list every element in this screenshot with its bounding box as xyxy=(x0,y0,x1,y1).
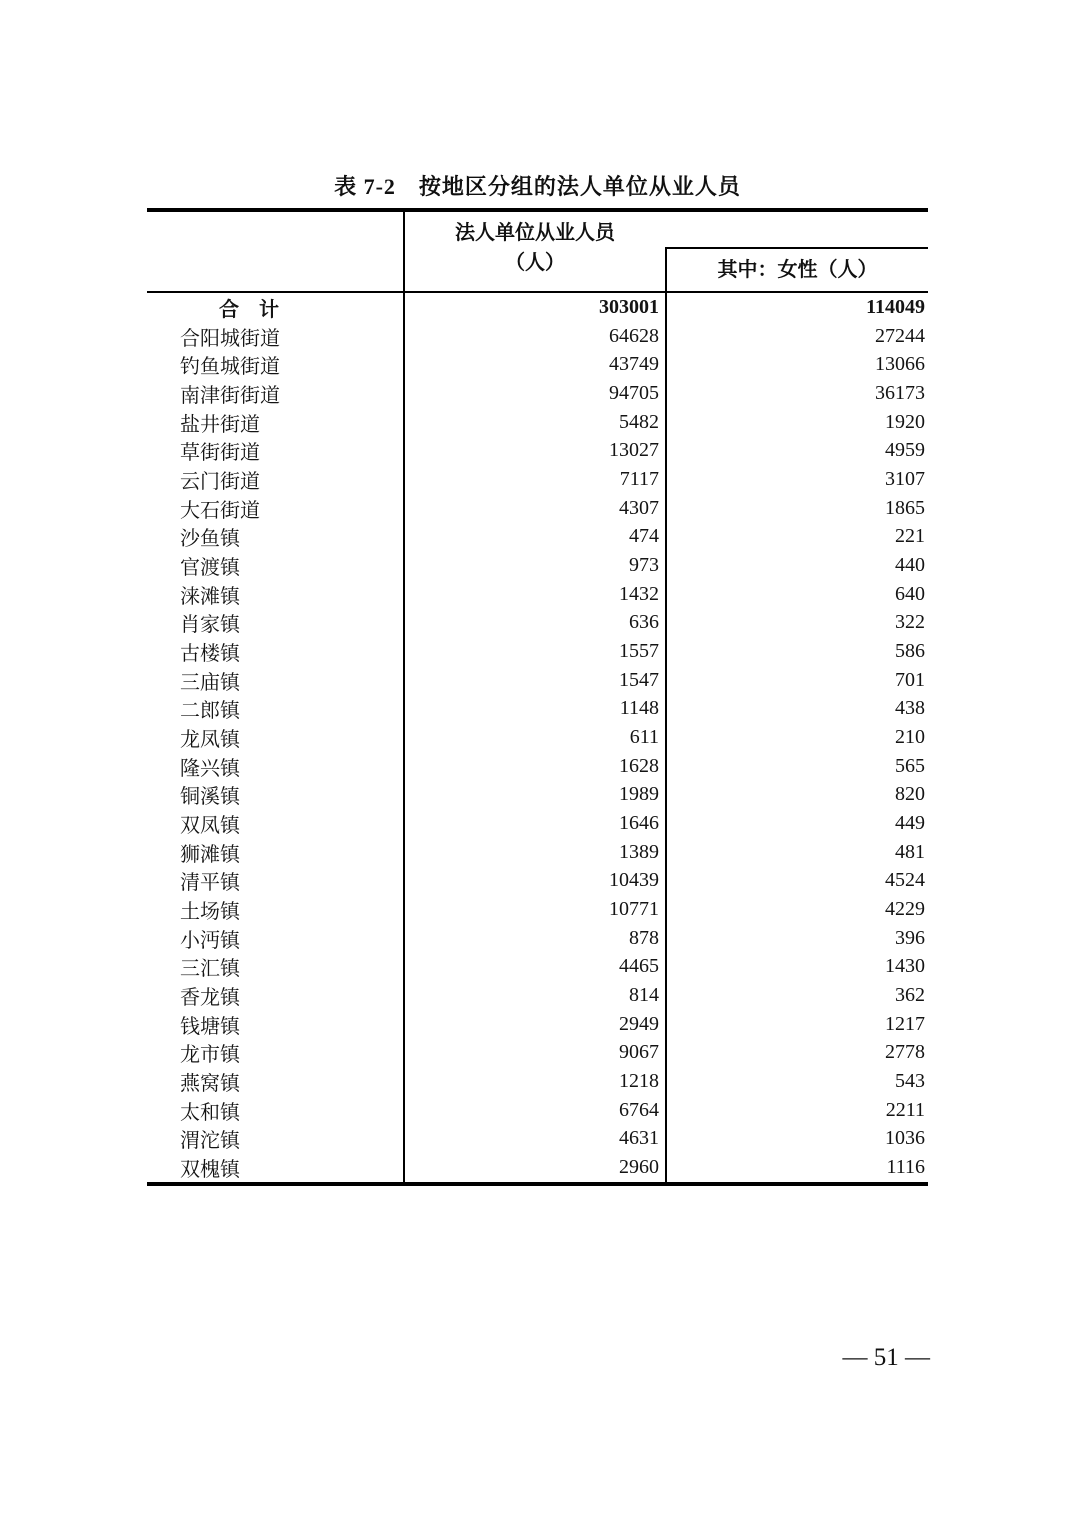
employees-value: 1628 xyxy=(619,754,659,777)
region-name: 古楼镇 xyxy=(180,642,240,665)
female-value: 210 xyxy=(895,725,925,748)
column-header-employees-line2: （人） xyxy=(505,252,565,274)
employees-value: 10439 xyxy=(609,869,659,892)
employees-value: 64628 xyxy=(609,324,659,347)
region-name: 大石街道 xyxy=(180,499,260,522)
column-header-employees xyxy=(405,218,665,278)
female-value: 27244 xyxy=(875,324,925,347)
region-name: 涞滩镇 xyxy=(180,585,240,608)
region-name: 草街街道 xyxy=(180,442,260,465)
employees-value: 1432 xyxy=(619,582,659,605)
employees-value: 1148 xyxy=(619,697,659,720)
table-row xyxy=(147,694,928,723)
employees-value: 1557 xyxy=(619,639,659,662)
table-row xyxy=(147,1010,928,1039)
employees-value: 94705 xyxy=(609,381,659,404)
region-name: 云门街道 xyxy=(180,470,260,493)
female-value: 3107 xyxy=(885,467,925,490)
female-value: 640 xyxy=(895,582,925,605)
table-row xyxy=(147,350,928,379)
female-value: 1430 xyxy=(885,955,925,978)
table-row xyxy=(147,924,928,953)
female-value: 1865 xyxy=(885,496,925,519)
table-row xyxy=(147,637,928,666)
table-row xyxy=(147,866,928,895)
employees-value: 9067 xyxy=(619,1041,659,1064)
region-name: 渭沱镇 xyxy=(180,1130,240,1153)
employees-value: 814 xyxy=(629,983,659,1006)
table-row xyxy=(147,752,928,781)
data-table xyxy=(147,208,928,1186)
table-row xyxy=(147,838,928,867)
table-row xyxy=(147,551,928,580)
region-name: 双凤镇 xyxy=(180,814,240,837)
female-value: 440 xyxy=(895,553,925,576)
table-row xyxy=(147,981,928,1010)
table-row xyxy=(147,1124,928,1153)
table-row xyxy=(147,666,928,695)
employees-value: 973 xyxy=(629,553,659,576)
table-row xyxy=(147,465,928,494)
table-title: 表 7-2 按地区分组的法人单位从业人员 xyxy=(334,174,741,199)
table-row xyxy=(147,494,928,523)
employees-value: 4307 xyxy=(619,496,659,519)
table-row xyxy=(147,1153,928,1182)
employees-value: 1389 xyxy=(619,840,659,863)
employees-value: 43749 xyxy=(609,353,659,376)
region-name: 官渡镇 xyxy=(180,556,240,579)
region-name: 合阳城街道 xyxy=(180,327,280,350)
table-row xyxy=(147,608,928,637)
employees-value: 10771 xyxy=(609,897,659,920)
table-row xyxy=(147,780,928,809)
female-value: 565 xyxy=(895,754,925,777)
female-value: 1116 xyxy=(886,1155,925,1178)
female-value: 449 xyxy=(895,811,925,834)
region-name: 盐井街道 xyxy=(180,413,260,436)
table-bottom-rule xyxy=(147,1182,928,1186)
page-number: — 51 — xyxy=(842,1344,930,1371)
column-header-employees-line1: 法人单位从业人员 xyxy=(455,222,615,244)
female-value: 2778 xyxy=(885,1041,925,1064)
table-row xyxy=(147,322,928,351)
female-value: 586 xyxy=(895,639,925,662)
region-name: 香龙镇 xyxy=(180,986,240,1009)
female-value: 4524 xyxy=(885,869,925,892)
employees-value: 13027 xyxy=(609,439,659,462)
female-value: 396 xyxy=(895,926,925,949)
female-value: 221 xyxy=(895,525,925,548)
employees-value: 1989 xyxy=(619,783,659,806)
female-value: 362 xyxy=(895,983,925,1006)
female-value: 4229 xyxy=(885,897,925,920)
total-employees-value: 303001 xyxy=(599,295,659,318)
region-name: 沙鱼镇 xyxy=(180,528,240,551)
table-row xyxy=(147,952,928,981)
employees-value: 878 xyxy=(629,926,659,949)
female-value: 4959 xyxy=(885,439,925,462)
female-value: 438 xyxy=(895,697,925,720)
female-value: 36173 xyxy=(875,381,925,404)
employees-value: 6764 xyxy=(619,1098,659,1121)
table-top-rule xyxy=(147,208,928,212)
employees-value: 2960 xyxy=(619,1155,659,1178)
region-name: 太和镇 xyxy=(180,1101,240,1124)
table-row xyxy=(147,580,928,609)
table-row xyxy=(147,1096,928,1125)
employees-value: 1547 xyxy=(619,668,659,691)
employees-value: 2949 xyxy=(619,1012,659,1035)
region-name: 钓鱼城街道 xyxy=(180,356,280,379)
female-value: 13066 xyxy=(875,353,925,376)
region-name: 龙凤镇 xyxy=(180,728,240,751)
table-row xyxy=(147,809,928,838)
region-name: 铜溪镇 xyxy=(180,786,240,809)
region-name: 肖家镇 xyxy=(180,614,240,637)
female-value: 1217 xyxy=(885,1012,925,1035)
employees-value: 1646 xyxy=(619,811,659,834)
column-header-female: 其中：女性（人） xyxy=(717,259,878,281)
employees-value: 474 xyxy=(629,525,659,548)
table-row xyxy=(147,522,928,551)
region-name: 三汇镇 xyxy=(180,958,240,981)
region-name: 二郎镇 xyxy=(180,700,240,723)
region-name: 双槐镇 xyxy=(180,1159,240,1181)
employees-value: 4465 xyxy=(619,955,659,978)
region-name: 狮滩镇 xyxy=(180,843,240,866)
employees-value: 5482 xyxy=(619,410,659,433)
region-name: 清平镇 xyxy=(180,872,240,895)
total-female-value: 114049 xyxy=(866,295,925,318)
table-body xyxy=(147,293,928,1182)
employees-value: 636 xyxy=(629,611,659,634)
female-value: 481 xyxy=(895,840,925,863)
region-name: 南津街街道 xyxy=(180,384,280,407)
female-value: 2211 xyxy=(885,1098,925,1121)
table-row xyxy=(147,436,928,465)
table-row xyxy=(147,408,928,437)
female-value: 1036 xyxy=(885,1127,925,1150)
table-row xyxy=(147,723,928,752)
region-name: 隆兴镇 xyxy=(180,757,240,780)
total-row xyxy=(147,293,928,322)
total-row-label: 合 计 xyxy=(219,298,279,321)
region-name: 燕窝镇 xyxy=(180,1072,240,1095)
region-name: 龙市镇 xyxy=(180,1044,240,1067)
female-value: 322 xyxy=(895,611,925,634)
region-name: 小沔镇 xyxy=(180,929,240,952)
female-value: 543 xyxy=(895,1069,925,1092)
table-row xyxy=(147,1067,928,1096)
female-value: 1920 xyxy=(885,410,925,433)
employees-value: 1218 xyxy=(619,1069,659,1092)
table-row xyxy=(147,895,928,924)
female-value: 701 xyxy=(895,668,925,691)
table-row xyxy=(147,379,928,408)
region-name: 土场镇 xyxy=(180,900,240,923)
region-name: 三庙镇 xyxy=(180,671,240,694)
table-row xyxy=(147,1038,928,1067)
female-value: 820 xyxy=(895,783,925,806)
employees-value: 4631 xyxy=(619,1127,659,1150)
region-name: 钱塘镇 xyxy=(180,1015,240,1038)
employees-value: 611 xyxy=(629,725,659,748)
employees-value: 7117 xyxy=(619,467,659,490)
